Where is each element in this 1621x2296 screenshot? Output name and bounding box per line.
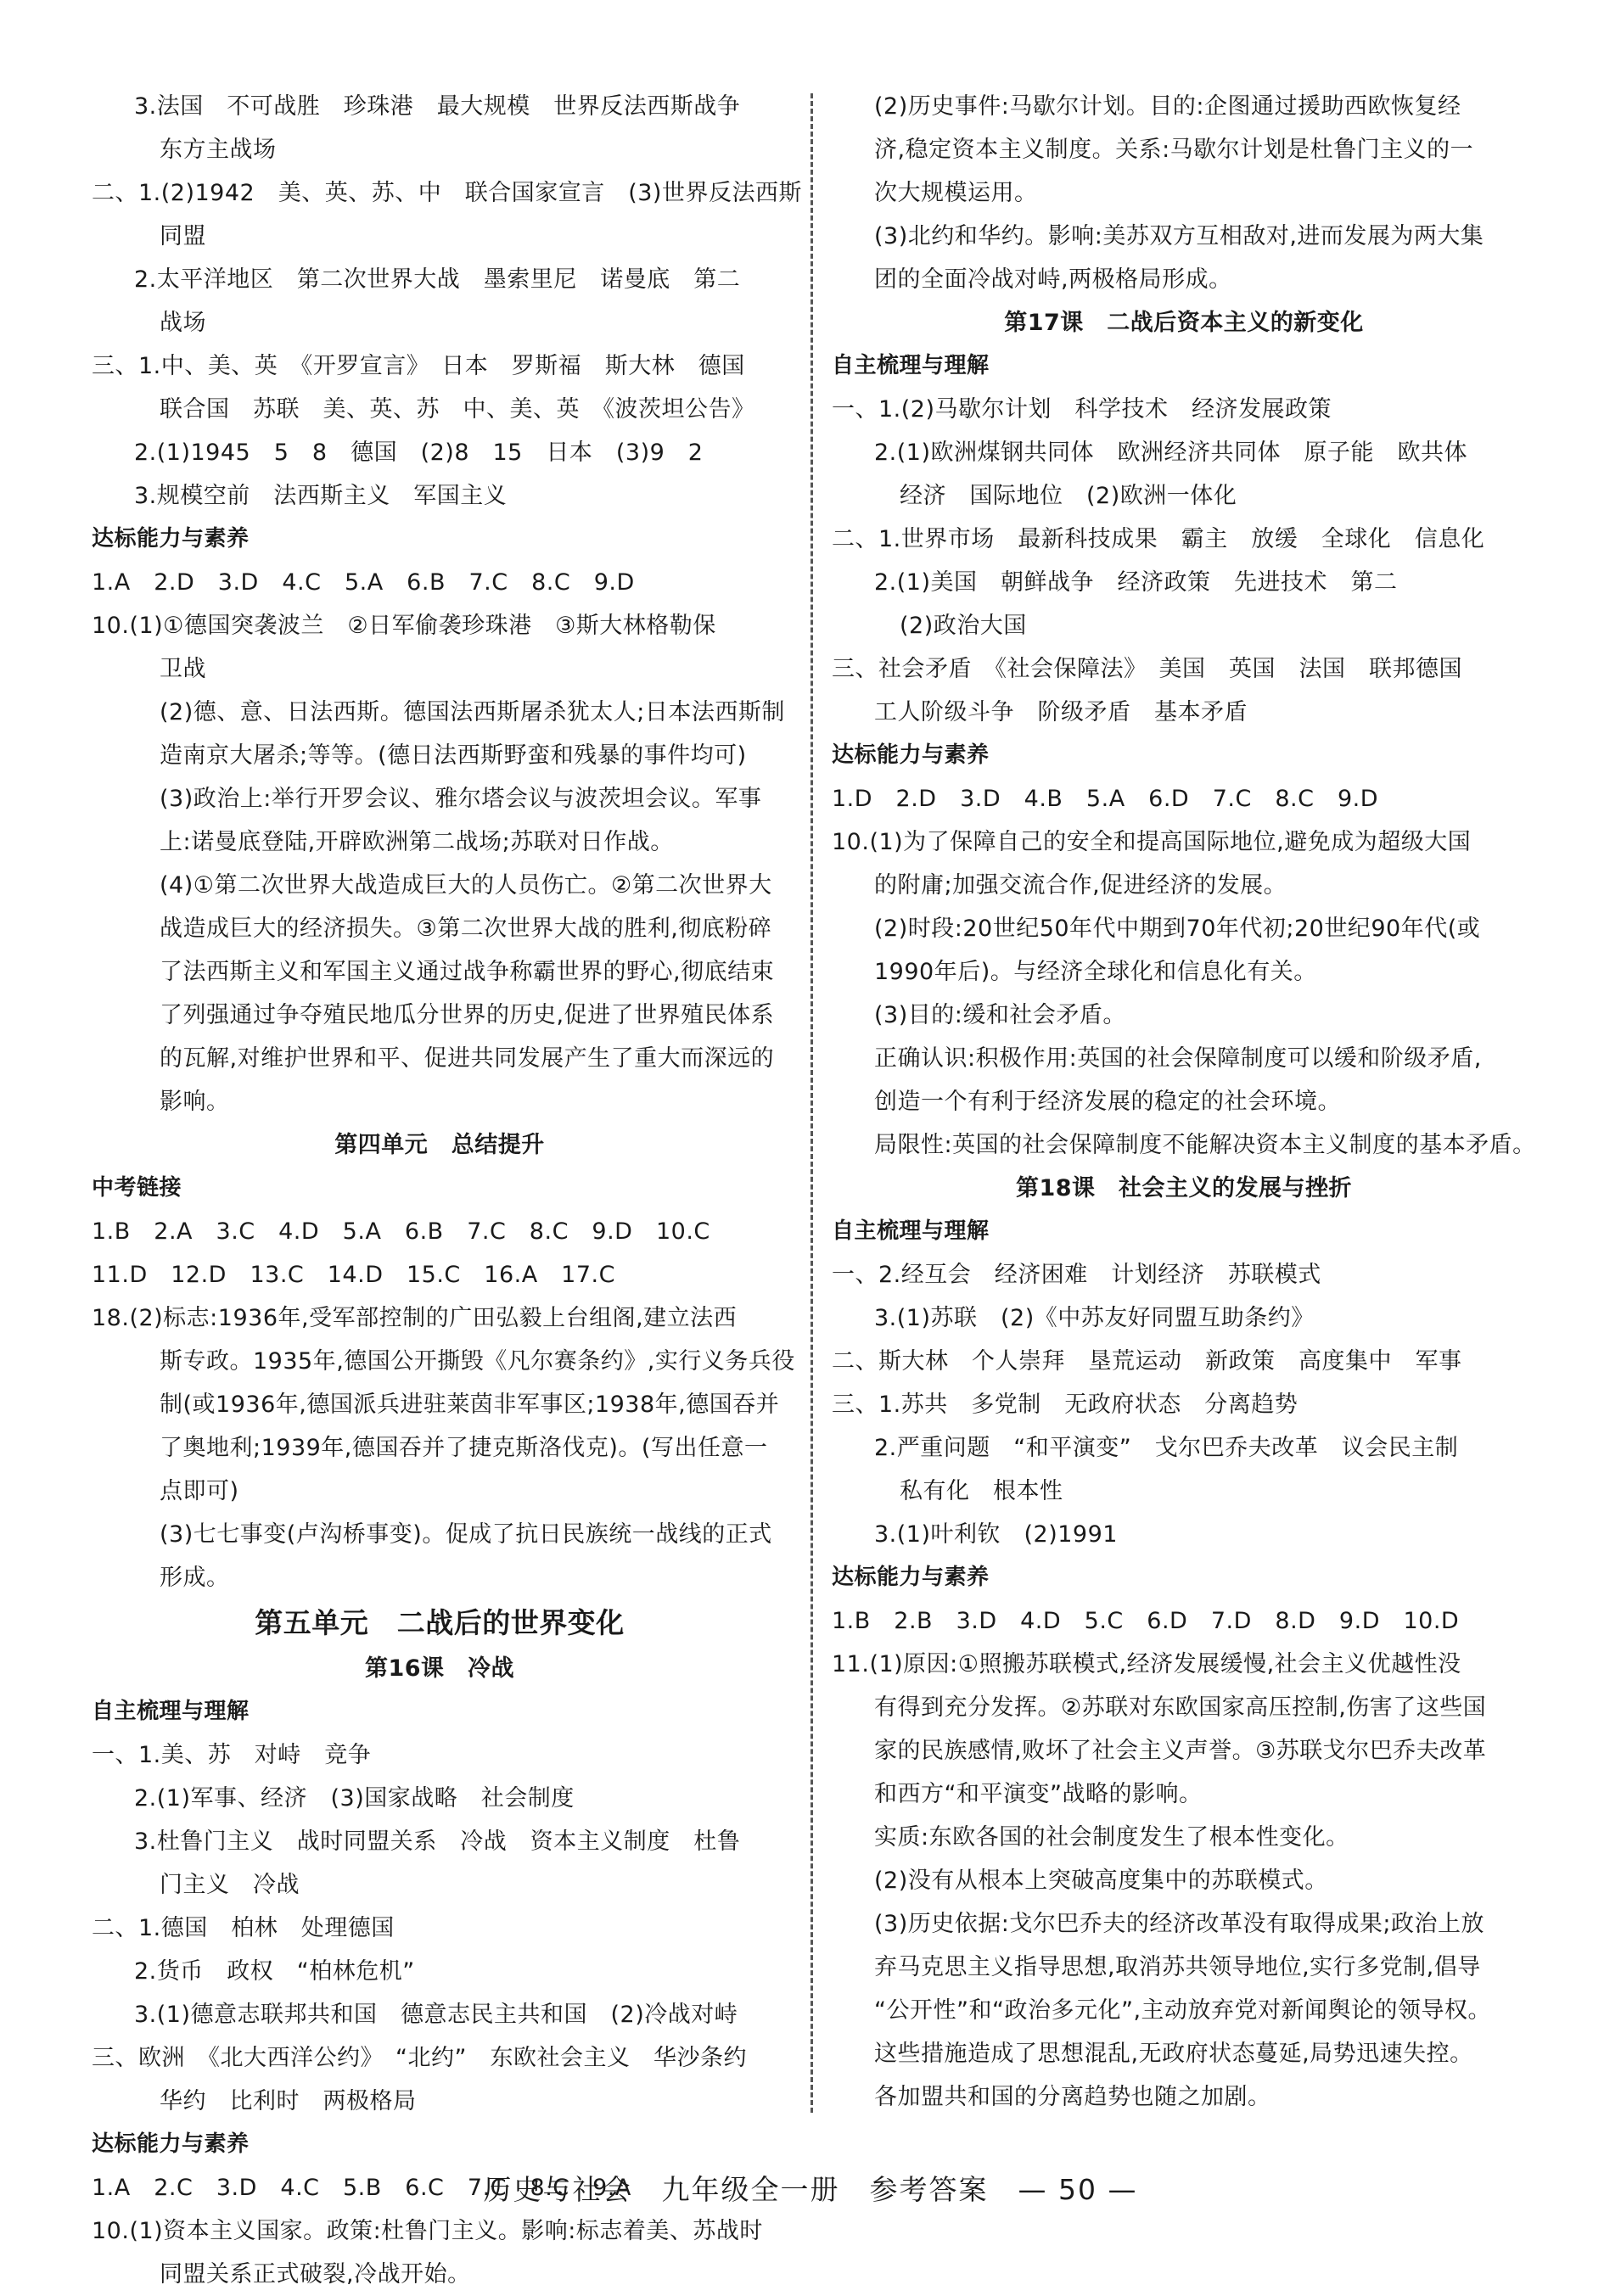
left-line: 3.(1)德意志联邦共和国 德意志民主共和国 (2)冷战对峙 xyxy=(134,2002,738,2028)
left-line: 华约 比利时 两极格局 xyxy=(160,2088,417,2114)
left-line: 10.(1)①德国突袭波兰 ②日军偷袭珍珠港 ③斯大林格勒保 xyxy=(92,613,716,639)
right-line: 的附庸;加强交流合作,促进经济的发展。 xyxy=(874,872,1287,899)
left-line: 1.A 2.D 3.D 4.C 5.A 6.B 7.C 8.C 9.D xyxy=(92,569,635,596)
left-line: 同盟 xyxy=(160,223,206,249)
left-line: 2.太平洋地区 第二次世界大战 墨索里尼 诺曼底 第二 xyxy=(134,266,741,293)
right-line: 实质:东欧各国的社会制度发生了根本性变化。 xyxy=(874,1824,1349,1851)
left-line: 1.B 2.A 3.C 4.D 5.A 6.B 7.C 8.C 9.D 10.C xyxy=(92,1218,710,1245)
right-line: (3)北约和华约。影响:美苏双方互相敌对,进而发展为两大集 xyxy=(874,223,1484,249)
left-line: (3)政治上:举行开罗会议、雅尔塔会议与波茨坦会议。军事 xyxy=(160,786,762,812)
left-section-heading: 自主梳理与理解 xyxy=(92,1699,250,1724)
right-line: (3)目的:缓和社会矛盾。 xyxy=(874,1002,1126,1028)
right-line: 1.D 2.D 3.D 4.B 5.A 6.D 7.C 8.C 9.D xyxy=(832,786,1378,812)
right-line: 弃马克思主义指导思想,取消苏共领导地位,实行多党制,倡导 xyxy=(874,1954,1481,1980)
left-line: 造南京大屠杀;等等。(德日法西斯野蛮和残暴的事件均可) xyxy=(160,742,747,769)
right-lesson-title: 第18课 社会主义的发展与挫折 xyxy=(1015,1175,1353,1201)
left-line: 一、1.美、苏 对峙 竞争 xyxy=(92,1742,372,1768)
right-line: 工人阶级斗争 阶级矛盾 基本矛盾 xyxy=(874,699,1248,725)
right-line: 10.(1)为了保障自己的安全和提高国际地位,避免成为超级大国 xyxy=(832,829,1472,855)
right-line: 11.(1)原因:①照搬苏联模式,经济发展缓慢,社会主义优越性没 xyxy=(832,1651,1461,1677)
right-section-heading: 达标能力与素养 xyxy=(832,742,990,768)
column-divider xyxy=(810,93,813,2113)
right-line: 团的全面冷战对峙,两极格局形成。 xyxy=(874,266,1232,293)
left-line: (3)七七事变(卢沟桥事变)。促成了抗日民族统一战线的正式 xyxy=(160,1521,772,1548)
right-line: (2)时段:20世纪50年代中期到70年代初;20世纪90年代(或 xyxy=(874,916,1481,942)
right-line: 家的民族感情,败坏了社会主义声誉。③苏联戈尔巴乔夫改革 xyxy=(874,1738,1487,1764)
right-line: 正确认识:积极作用:英国的社会保障制度可以缓和阶级矛盾, xyxy=(874,1045,1482,1072)
left-line: 了奥地利;1939年,德国吞并了捷克斯洛伐克)。(写出任意一 xyxy=(160,1435,768,1461)
left-line: 三、1.中、美、英 《开罗宣言》 日本 罗斯福 斯大林 德国 xyxy=(92,353,745,379)
left-lesson-title: 第16课 冷战 xyxy=(364,1655,515,1682)
right-line: 一、2.经互会 经济困难 计划经济 苏联模式 xyxy=(832,1262,1321,1288)
right-line: (2)政治大国 xyxy=(900,613,1027,639)
left-line: 同盟关系正式破裂,冷战开始。 xyxy=(160,2261,471,2288)
left-section-heading: 达标能力与素养 xyxy=(92,2131,250,2157)
left-line: 2.(1)军事、经济 (3)国家战略 社会制度 xyxy=(134,1785,575,1812)
left-line: 2.货币 政权 “柏林危机” xyxy=(134,1958,415,1985)
left-line: 影响。 xyxy=(160,1089,230,1115)
right-section-heading: 自主梳理与理解 xyxy=(832,353,990,378)
right-line: 济,稳定资本主义制度。关系:马歇尔计划是杜鲁门主义的一 xyxy=(874,137,1474,163)
left-line: 了列强通过争夺殖民地瓜分世界的历史,促进了世界殖民体系 xyxy=(160,1002,775,1028)
right-line: (3)历史依据:戈尔巴乔夫的经济改革没有取得成果;政治上放 xyxy=(874,1911,1484,1937)
right-lesson-title: 第17课 二战后资本主义的新变化 xyxy=(1004,310,1364,336)
left-line: 三、欧洲 《北大西洋公约》 “北约” 东欧社会主义 华沙条约 xyxy=(92,2045,747,2071)
right-line: 2.(1)欧洲煤钢共同体 欧洲经济共同体 原子能 欧共体 xyxy=(874,440,1468,466)
left-line: 卫战 xyxy=(160,656,206,682)
right-line: (2)历史事件:马歇尔计划。目的:企图通过援助西欧恢复经 xyxy=(874,93,1461,120)
left-line: 战造成巨大的经济损失。③第二次世界大战的胜利,彻底粉碎 xyxy=(160,916,772,942)
left-section-heading: 中考链接 xyxy=(92,1175,182,1201)
page-footer: 历史与社会 九年级全一册 参考答案 — 50 — xyxy=(483,2173,1138,2206)
left-line: 11.D 12.D 13.C 14.D 15.C 16.A 17.C xyxy=(92,1262,615,1288)
right-line: 创造一个有利于经济发展的稳定的社会环境。 xyxy=(874,1089,1341,1115)
left-line: 制(或1936年,德国派兵进驻莱茵非军事区;1938年,德国吞并 xyxy=(160,1392,780,1418)
right-line: 二、1.世界市场 最新科技成果 霸主 放缓 全球化 信息化 xyxy=(832,526,1485,552)
left-line: (4)①第二次世界大战造成巨大的人员伤亡。②第二次世界大 xyxy=(160,872,772,899)
right-line: 次大规模运用。 xyxy=(874,180,1038,206)
left-line: 门主义 冷战 xyxy=(160,1872,300,1898)
left-line: 斯专政。1935年,德国公开撕毁《凡尔赛条约》,实行义务兵役 xyxy=(160,1348,795,1375)
right-line: 这些措施造成了思想混乱,无政府状态蔓延,局势迅速失控。 xyxy=(874,2041,1473,2067)
right-column xyxy=(832,85,1536,2119)
left-section-heading: 达标能力与素养 xyxy=(92,526,250,552)
right-line: 1990年后)。与经济全球化和信息化有关。 xyxy=(874,959,1317,985)
left-lesson-title: 第四单元 总结提升 xyxy=(334,1132,545,1158)
right-line: 2.严重问题 “和平演变” 戈尔巴乔夫改革 议会民主制 xyxy=(874,1435,1459,1461)
left-unit-title: 第五单元 二战后的世界变化 xyxy=(255,1606,625,1639)
left-line: 的瓦解,对维护世界和平、促进共同发展产生了重大而深远的 xyxy=(160,1045,775,1072)
right-line: 2.(1)美国 朝鲜战争 经济政策 先进技术 第二 xyxy=(874,569,1398,596)
left-line: 了法西斯主义和军国主义通过战争称霸世界的野心,彻底结束 xyxy=(160,959,775,985)
right-line: 各加盟共和国的分离趋势也随之加剧。 xyxy=(874,2084,1271,2110)
right-section-heading: 自主梳理与理解 xyxy=(832,1218,990,1244)
left-line: 战场 xyxy=(160,310,206,336)
right-line: 3.(1)叶利钦 (2)1991 xyxy=(874,1521,1118,1548)
right-line: “公开性”和“政治多元化”,主动放弃党对新闻舆论的领导权。 xyxy=(874,1997,1492,2024)
right-line: 有得到充分发挥。②苏联对东欧国家高压控制,伤害了这些国 xyxy=(874,1694,1487,1721)
right-line: 三、1.苏共 多党制 无政府状态 分离趋势 xyxy=(832,1392,1298,1418)
left-line: 点即可) xyxy=(160,1478,239,1504)
left-line: 二、1.德国 柏林 处理德国 xyxy=(92,1915,395,1941)
right-section-heading: 达标能力与素养 xyxy=(832,1565,990,1590)
left-line: 二、1.(2)1942 美、英、苏、中 联合国家宣言 (3)世界反法西斯 xyxy=(92,180,802,206)
right-line: 1.B 2.B 3.D 4.D 5.C 6.D 7.D 8.D 9.D 10.D xyxy=(832,1608,1460,1634)
left-line: 上:诺曼底登陆,开辟欧洲第二战场;苏联对日作战。 xyxy=(160,829,674,855)
right-line: 经济 国际地位 (2)欧洲一体化 xyxy=(900,483,1237,509)
right-line: 二、斯大林 个人崇拜 垦荒运动 新政策 高度集中 军事 xyxy=(832,1348,1462,1375)
left-line: 2.(1)1945 5 8 德国 (2)8 15 日本 (3)9 2 xyxy=(134,440,704,466)
left-line: 联合国 苏联 美、英、苏 中、美、英 《波茨坦公告》 xyxy=(160,396,755,423)
right-line: 局限性:英国的社会保障制度不能解决资本主义制度的基本矛盾。 xyxy=(874,1132,1536,1158)
right-line: 3.(1)苏联 (2)《中苏友好同盟互助条约》 xyxy=(874,1305,1315,1331)
right-line: 和西方“和平演变”战略的影响。 xyxy=(874,1781,1203,1807)
left-line: 形成。 xyxy=(160,1565,230,1591)
left-column xyxy=(92,85,802,2296)
right-line: 私有化 根本性 xyxy=(900,1478,1063,1504)
right-line: 三、社会矛盾 《社会保障法》 美国 英国 法国 联邦德国 xyxy=(832,656,1462,682)
left-line: 3.杜鲁门主义 战时同盟关系 冷战 资本主义制度 杜鲁 xyxy=(134,1828,741,1855)
left-line: 10.(1)资本主义国家。政策:杜鲁门主义。影响:标志着美、苏战时 xyxy=(92,2218,763,2244)
left-line: 3.法国 不可战胜 珍珠港 最大规模 世界反法西斯战争 xyxy=(134,93,741,120)
left-line: (2)德、意、日法西斯。德国法西斯屠杀犹太人;日本法西斯制 xyxy=(160,699,785,725)
left-line: 1.A 2.C 3.D 4.C 5.B 6.C 7.C 8.C 9.A xyxy=(92,2175,631,2201)
right-line: 一、1.(2)马歇尔计划 科学技术 经济发展政策 xyxy=(832,396,1332,423)
left-line: 18.(2)标志:1936年,受军部控制的广田弘毅上台组阁,建立法西 xyxy=(92,1305,738,1331)
left-line: 3.规模空前 法西斯主义 军国主义 xyxy=(134,483,508,509)
right-line: (2)没有从根本上突破高度集中的苏联模式。 xyxy=(874,1868,1328,1894)
left-line: 东方主战场 xyxy=(160,137,277,163)
